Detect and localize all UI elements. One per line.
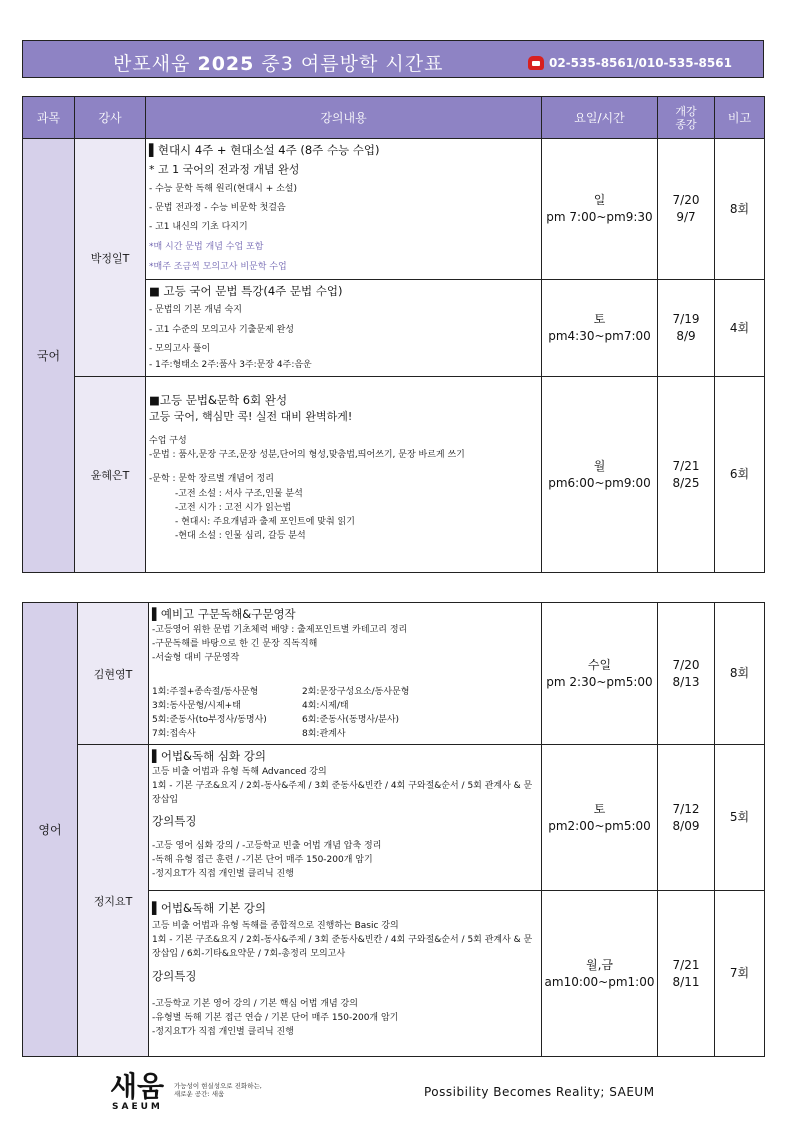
course-line: - 고1 내신의 기초 다지기 <box>149 222 248 232</box>
features-heading: 강의특징 <box>152 814 197 828</box>
course-line: - 1주:형태소 2주:품사 3주:문장 4주:음운 <box>149 360 312 370</box>
course-title: ▌어법&독해 심화 강의 <box>152 749 266 763</box>
dates-cell <box>658 603 715 745</box>
korean-schedule-table <box>22 96 765 573</box>
logo-tagline-line: 새로운 공간: 새움 <box>174 1090 225 1098</box>
week-item: 4회:시제/태 <box>302 701 349 711</box>
schedule-time: pm 7:00~pm9:30 <box>546 210 653 224</box>
week-plan-row <box>152 685 538 699</box>
course-line: -고등학교 기본 영어 강의 / 기본 핵심 어법 개념 강의 <box>152 999 358 1009</box>
course-line: -고등영어 위한 문법 기초체력 배양 : 출제포인트별 카테고리 정리 <box>152 625 408 635</box>
header-open: 개강 <box>675 104 697 118</box>
course-line: *매 시간 문법 개념 수업 포함 <box>149 242 264 252</box>
phone-number: 02-535-8561/010-535-8561 <box>549 56 732 70</box>
title-grade: 중3 <box>261 53 294 75</box>
schedule-day: 토 <box>593 312 606 326</box>
teacher-name: 윤혜은T <box>75 377 146 573</box>
saeum-logo <box>108 1068 172 1112</box>
session-count: 7회 <box>715 891 765 1057</box>
schedule-time: pm6:00~pm9:00 <box>548 475 651 490</box>
footer-slogan: Possibility Becomes Reality; SAEUM <box>424 1085 655 1099</box>
dates-cell <box>658 139 715 280</box>
session-count: 4회 <box>715 280 765 377</box>
svg-text:SAEUM: SAEUM <box>112 1102 163 1112</box>
course-line: 고등 비출 어법과 유형 독해 Advanced 강의 <box>152 767 327 777</box>
english-schedule-table <box>22 602 765 1057</box>
course-line: *매주 조금씩 모의고사 비문학 수업 <box>149 262 287 272</box>
course-line: -정지요T가 직접 개인별 클리닉 진행 <box>152 1027 294 1037</box>
course-line: -정지요T가 직접 개인별 클리닉 진행 <box>152 869 294 879</box>
teacher-name: 김현영T <box>78 603 149 745</box>
end-date: 9/7 <box>676 210 696 224</box>
week-item: 6회:준동사(동명사/분사) <box>302 715 400 725</box>
schedule-cell <box>542 603 658 745</box>
start-date: 7/20 <box>672 657 700 672</box>
session-count: 6회 <box>715 377 765 573</box>
schedule-day: 토 <box>593 801 606 816</box>
course-line: -고전 시가 : 고전 시가 읽는법 <box>175 503 292 513</box>
dates-cell <box>658 745 715 891</box>
week-item: 8회:관계사 <box>302 729 346 739</box>
session-count: 8회 <box>715 603 765 745</box>
features-heading: 강의특징 <box>152 969 197 983</box>
course-line: 수업 구성 <box>149 436 187 446</box>
header-close: 종강 <box>675 117 697 131</box>
course-line: -현대 소설 : 인물 심리, 갈등 분석 <box>175 531 306 541</box>
title-year: 2025 <box>197 53 255 75</box>
session-count: 5회 <box>715 745 765 891</box>
course-line: -독해 유형 접근 훈련 / -기본 단어 매주 150-200개 암기 <box>152 855 373 865</box>
week-plan-row <box>152 713 538 727</box>
header-row <box>23 97 765 139</box>
course-title: ■ 고등 국어 문법 특강(4주 문법 수업) <box>149 284 343 298</box>
course-line: -문학 : 문학 장르별 개념어 정리 <box>149 474 274 484</box>
table-row <box>23 603 765 745</box>
header-schedule: 요일/시간 <box>542 97 658 139</box>
week-item: 7회:접속사 <box>152 729 196 739</box>
start-date: 7/20 <box>672 193 700 207</box>
end-date: 8/09 <box>672 818 700 833</box>
start-date: 7/21 <box>672 957 700 972</box>
week-item: 1회:주절+종속절/동사문형 <box>152 687 259 697</box>
course-content <box>146 139 542 280</box>
schedule-cell <box>542 891 658 1057</box>
academy-name: 반포새움 <box>113 53 191 75</box>
schedule-time: pm4:30~pm7:00 <box>548 329 651 343</box>
week-plan-row <box>152 699 538 713</box>
course-subtitle: 고등 국어, 핵심만 콕! 실전 대비 완벽하게! <box>149 410 353 423</box>
start-date: 7/19 <box>672 312 700 326</box>
schedule-time: am10:00~pm1:00 <box>544 974 655 989</box>
logo-tagline <box>174 1082 262 1098</box>
course-content <box>149 891 542 1057</box>
course-line: - 문법의 기본 개념 숙지 <box>149 305 242 315</box>
week-item: 5회:준동사(to부정사/동명사) <box>152 715 267 725</box>
course-content <box>149 603 542 745</box>
start-date: 7/12 <box>672 801 700 816</box>
course-line: - 현대시: 주요개념과 출제 포인트에 맞춰 읽기 <box>175 517 355 527</box>
end-date: 8/25 <box>672 475 700 490</box>
week-item: 3회:동사문형/시제+태 <box>152 701 241 711</box>
course-title: ▌현대시 4주 + 현대소설 4주 (8주 수능 수업) <box>149 143 380 157</box>
subject-korean: 국어 <box>23 139 75 573</box>
schedule-cell <box>542 139 658 280</box>
teacher-name: 박정일T <box>75 139 146 377</box>
title-kind: 시간표 <box>385 53 444 75</box>
course-line: -유형별 독해 기본 접근 연습 / 기본 단어 매주 150-200개 암기 <box>152 1013 399 1023</box>
table-row <box>23 377 765 573</box>
svg-text:새움: 새움 <box>110 1070 165 1103</box>
subject-english: 영어 <box>23 603 78 1057</box>
schedule-day: 일 <box>593 193 606 207</box>
dates-cell <box>658 891 715 1057</box>
course-content <box>146 377 542 573</box>
course-line: 1회 - 기본 구조&요지 / 2회-동사&주제 / 3회 준동사&빈칸 / 4회 구와절&순서 / 5회 관계사 & 문장삽입 / 6회-기타&요약문 / 7회-총정리 모의고사 <box>152 935 533 959</box>
start-date: 7/21 <box>672 458 700 473</box>
phone-icon <box>528 56 544 70</box>
week-plan-row <box>152 727 538 741</box>
schedule-time: pm2:00~pm5:00 <box>548 818 651 833</box>
course-content <box>149 745 542 891</box>
course-title: ▌어법&독해 기본 강의 <box>152 901 266 915</box>
course-line: -고등 영어 심화 강의 / -고등학교 빈출 어법 개념 압축 정리 <box>152 841 382 851</box>
course-content <box>146 280 542 377</box>
header-open-close <box>658 97 715 139</box>
title-season: 여름방학 <box>300 53 379 75</box>
course-title: ■고등 문법&문학 6회 완성 <box>149 393 288 407</box>
end-date: 8/9 <box>676 329 696 343</box>
course-line: -문법 : 품사,문장 구조,문장 성분,단어의 형성,맞춤법,띄어쓰기, 문장 바르게 쓰기 <box>149 450 465 460</box>
page-title <box>113 49 443 76</box>
header-content: 강의내용 <box>146 97 542 139</box>
schedule-day: 수일 <box>587 657 612 672</box>
table-row <box>23 745 765 891</box>
course-line: - 고1 수준의 모의고사 기출문제 완성 <box>149 325 294 335</box>
header-note: 비고 <box>715 97 765 139</box>
course-title: ▌예비고 구문독해&구문영작 <box>152 607 296 621</box>
course-line: -고전 소설 : 서사 구조,인물 분석 <box>175 489 303 499</box>
phone-contact <box>528 56 732 70</box>
logo-tagline-line: 가능성이 현실성으로 진화하는, <box>174 1082 262 1090</box>
schedule-cell <box>542 280 658 377</box>
teacher-name: 정지요T <box>78 745 149 1057</box>
course-line: - 모의고사 풀이 <box>149 344 211 354</box>
course-line: 고등 비출 어법과 유형 독해를 종합적으로 진행하는 Basic 강의 <box>152 921 399 931</box>
course-line: -구문독해를 바탕으로 한 긴 문장 직독직해 <box>152 639 318 649</box>
schedule-day: 월,금 <box>586 957 613 972</box>
title-bar <box>22 40 764 78</box>
course-line: -서술형 대비 구문영작 <box>152 653 240 663</box>
session-count: 8회 <box>715 139 765 280</box>
schedule-cell <box>542 377 658 573</box>
course-line: * 고 1 국어의 전과정 개념 완성 <box>149 163 300 176</box>
header-teacher: 강사 <box>75 97 146 139</box>
end-date: 8/13 <box>672 674 700 689</box>
course-line: - 수능 문학 독해 원리(현대시 + 소설) <box>149 184 297 194</box>
week-item: 2회:문장구성요소/동사문형 <box>302 687 410 697</box>
schedule-cell <box>542 745 658 891</box>
course-line: - 문법 전과정 - 수능 비문학 첫걸음 <box>149 203 286 213</box>
course-line: 1회 - 기본 구조&요지 / 2회-동사&주제 / 3회 준동사&빈칸 / 4회 구와절&순서 / 5회 관계사 & 문장삽입 <box>152 781 533 805</box>
schedule-time: pm 2:30~pm5:00 <box>546 674 653 689</box>
table-row <box>23 139 765 280</box>
header-subject: 과목 <box>23 97 75 139</box>
end-date: 8/11 <box>672 974 700 989</box>
dates-cell <box>658 377 715 573</box>
schedule-day: 월 <box>593 458 606 473</box>
dates-cell <box>658 280 715 377</box>
